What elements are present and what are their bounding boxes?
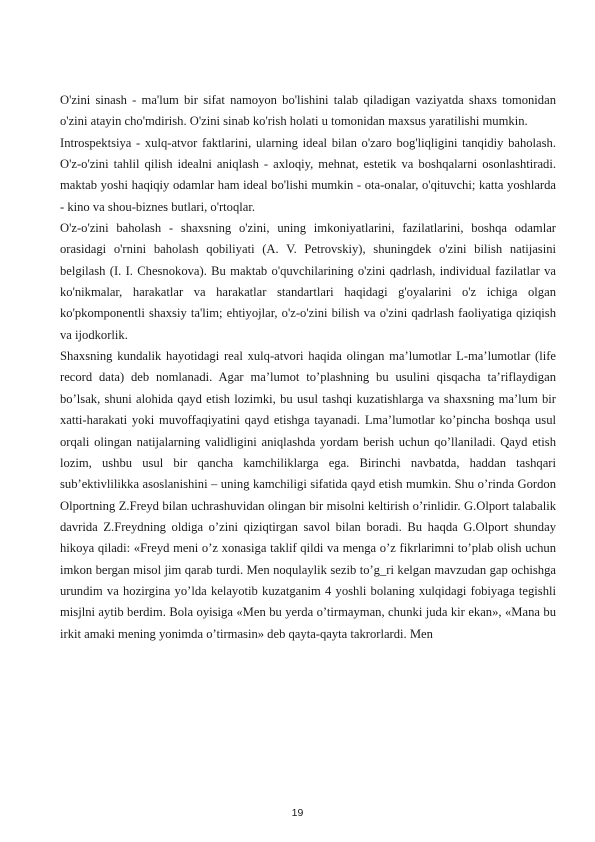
paragraph-life-record-data: Shaxsning kundalik hayotidagi real xulq-atvori haqida olingan ma’lumotlar L-ma’lumotlar (life record data) deb nomlanadi. Agar ma’lumot to’plashning bu usulini qisqacha ta’riflaydigan bo’lsak, shuni alohida qayd etish lozimki, bu usul tashqi kuzatishlarga va shaxsning ma’lum bir xatti-harakati yoki muvoffaqiyatini qayd etishga tayanadi. Lma’lumotlar ko’pincha boshqa usul orqali olingan natijalarning validligini aniqlashda yordam berish uchun qo’llaniladi. Qayd etish lozim, ushbu usul bir qancha kamchiliklarga ega. Birinchi navbatda, haddan tashqari sub’ektivlilikka asoslanishini – uning kamchiligi sifatida qayd etish mumkin. Shu o’rinda Gordon Olportning Z.Freyd bilan uchrashuvidan olingan bir misolni keltirish o’rinlidir. G.Olport talabalik davrida Z.Freydning oldiga o’zini qiziqtirgan savol bilan boradi. Bu haqda G.Olport shunday hikoya qiladi: «Freyd meni o’z xonasiga taklif qildi va menga o’z fikrlarimni to’plab olish uchun imkon bergan misol jim qarab turdi. Men noqulaylik sezib to’g_ri kelgan mavzudan gap ochishga urundim va hozirgina yo’lda kelayotib kuzatganim 4 yoshli bolaning xulqidagi fobiyaga tegishli misjlni aytib berdim. Bola oyisiga «Men bu yerda o’tirmayman, chunki juda kir ekan», «Mana bu irkit amaki mening yonimda o’tirmasin» deb qayta-qayta takrorlardi. Men xyxy=(60,349,556,641)
paragraph-self-assessment: O'z-o'zini baholash - shaxsning o'zini, uning imkoniyatlarini, fazilatlarini, boshqa odamlar orasidagi o'rnini baholash qobiliyati (A. V. Petrovskiy), shuningdek o'zini bilish natijasini belgilash (I. I. Chesnokova). Bu maktab o'quvchilarining o'zini qadrlash, individual fazilatlar va ko'nikmalar, harakatlar va harakatlar standartlari haqidagi g'oyalarini o'z ichiga olgan ko'pkomponentli shaxsiy ta'lim; ehtiyojlar, o'z-o'zini bilish va o'zini qadrlash faoliyatiga qiziqish va ijodkorlik. xyxy=(60,221,556,342)
paragraph-introspection: Introspektsiya - xulq-atvor faktlarini, ularning ideal bilan o'zaro bog'liqligini tanqidiy baholash. O'z-o'zini tahlil qilish idealni aniqlash - axloqiy, mehnat, estetik va boshqalarni osonlashtiradi. maktab yoshi haqiqiy odamlar ham ideal bo'lishi mumkin - ota-onalar, o'qituvchi; katta yoshlarda - kino va shou-biznes butlari, o'rtoqlar. xyxy=(60,135,556,214)
page-number: 19 xyxy=(291,807,304,819)
paragraph-self-test: O'zini sinash - ma'lum bir sifat namoyon bo'lishini talab qiladigan vaziyatda shaxs tomonidan o'zini atayin cho'mdirish. O'zini sinab ko'rish holati u tomonidan maxsus yaratilishi mumkin. xyxy=(60,93,556,129)
document-body xyxy=(60,90,556,645)
